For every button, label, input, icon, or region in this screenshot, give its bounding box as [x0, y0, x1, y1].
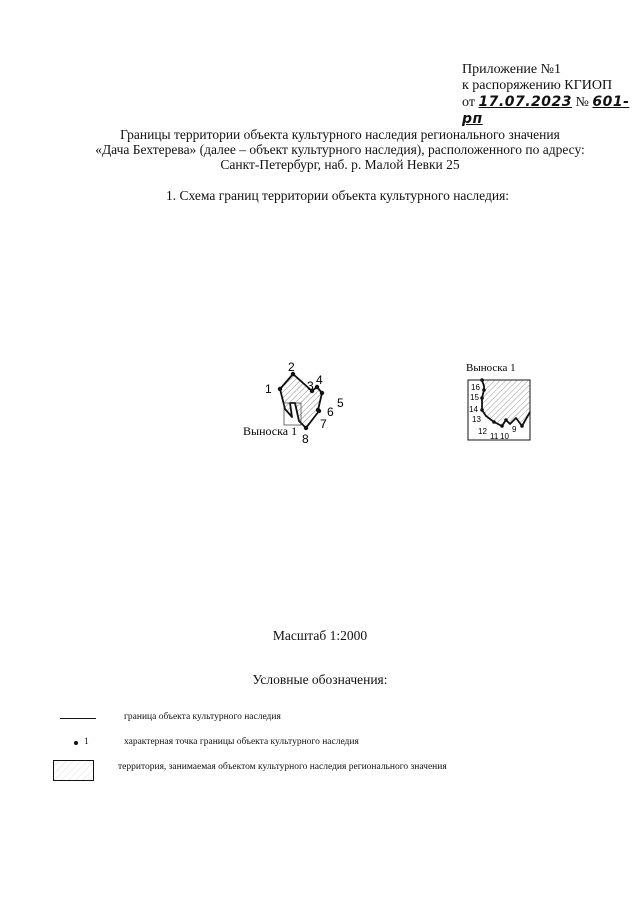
inset-point-label: 12	[478, 427, 487, 436]
appendix-line2: к распоряжению КГИОП	[462, 78, 613, 93]
appendix-line1: Приложение №1	[462, 62, 561, 77]
point-label: 1	[265, 382, 272, 396]
point-label: 7	[320, 417, 327, 431]
point-label: 8	[302, 432, 309, 446]
legend-point-symbol	[74, 737, 94, 749]
point-label: 5	[337, 396, 344, 410]
point-label: 3	[307, 379, 314, 393]
inset-point-label: 11	[490, 432, 499, 441]
section-heading: 1. Схема границ территории объекта культурного наследия:	[166, 188, 510, 203]
boundary-point	[480, 408, 484, 412]
point-dot-icon	[74, 741, 78, 745]
document-title	[40, 127, 640, 172]
inset-point-label: 13	[472, 415, 481, 424]
boundary-point	[492, 420, 496, 424]
legend-hatch-symbol	[53, 760, 95, 782]
map-scale: Масштаб 1:2000	[272, 628, 368, 643]
appendix-line3	[462, 94, 640, 128]
boundary-point	[480, 378, 484, 382]
inset-callout-label: Выноска 1	[243, 424, 298, 438]
point-label: 2	[288, 360, 295, 374]
legend-title: Условные обозначения:	[252, 672, 388, 687]
legend-text-point: характерная точка границы объекта культурного наследия	[124, 737, 359, 747]
legend-text-boundary: граница объекта культурного наследия	[124, 712, 281, 722]
inset-point-label: 10	[500, 432, 509, 441]
boundary-point	[480, 396, 484, 400]
boundary-point	[482, 388, 486, 392]
inset-scheme	[460, 358, 540, 443]
title-line2: «Дача Бехтерева» (далее – объект культурного наследия), расположенного по адресу:	[95, 142, 585, 157]
legend-point-number: 1	[84, 737, 89, 747]
legend-text-territory: территория, занимаемая объектом культурного наследия регионального значения	[118, 762, 447, 772]
boundary-point	[278, 387, 282, 391]
point-label: 6	[327, 405, 334, 419]
boundary-point	[317, 409, 321, 413]
boundary-point	[304, 426, 308, 430]
inset-point-label: 16	[471, 383, 480, 392]
appendix-number-sign: №	[575, 95, 589, 110]
inset-title: Выноска 1	[466, 362, 516, 374]
boundary-point	[520, 424, 524, 428]
inset-point-label: 9	[512, 425, 517, 434]
point-label: 4	[316, 373, 323, 387]
appendix-number: 601-рп	[462, 94, 630, 127]
appendix-block	[462, 62, 640, 128]
boundary-point	[500, 424, 504, 428]
appendix-prefix: от	[462, 95, 475, 110]
boundary-point	[320, 391, 324, 395]
boundary-scheme	[235, 355, 355, 455]
title-line3: Санкт-Петербург, наб. р. Малой Невки 25	[220, 157, 460, 172]
inset-point-label: 15	[470, 393, 479, 402]
legend-line-symbol	[60, 710, 98, 720]
inset-point-label: 14	[469, 405, 478, 414]
boundary-point	[504, 418, 508, 422]
title-line1: Границы территории объекта культурного наследия регионального значения	[120, 127, 560, 142]
appendix-date: 17.07.2023	[478, 94, 573, 110]
